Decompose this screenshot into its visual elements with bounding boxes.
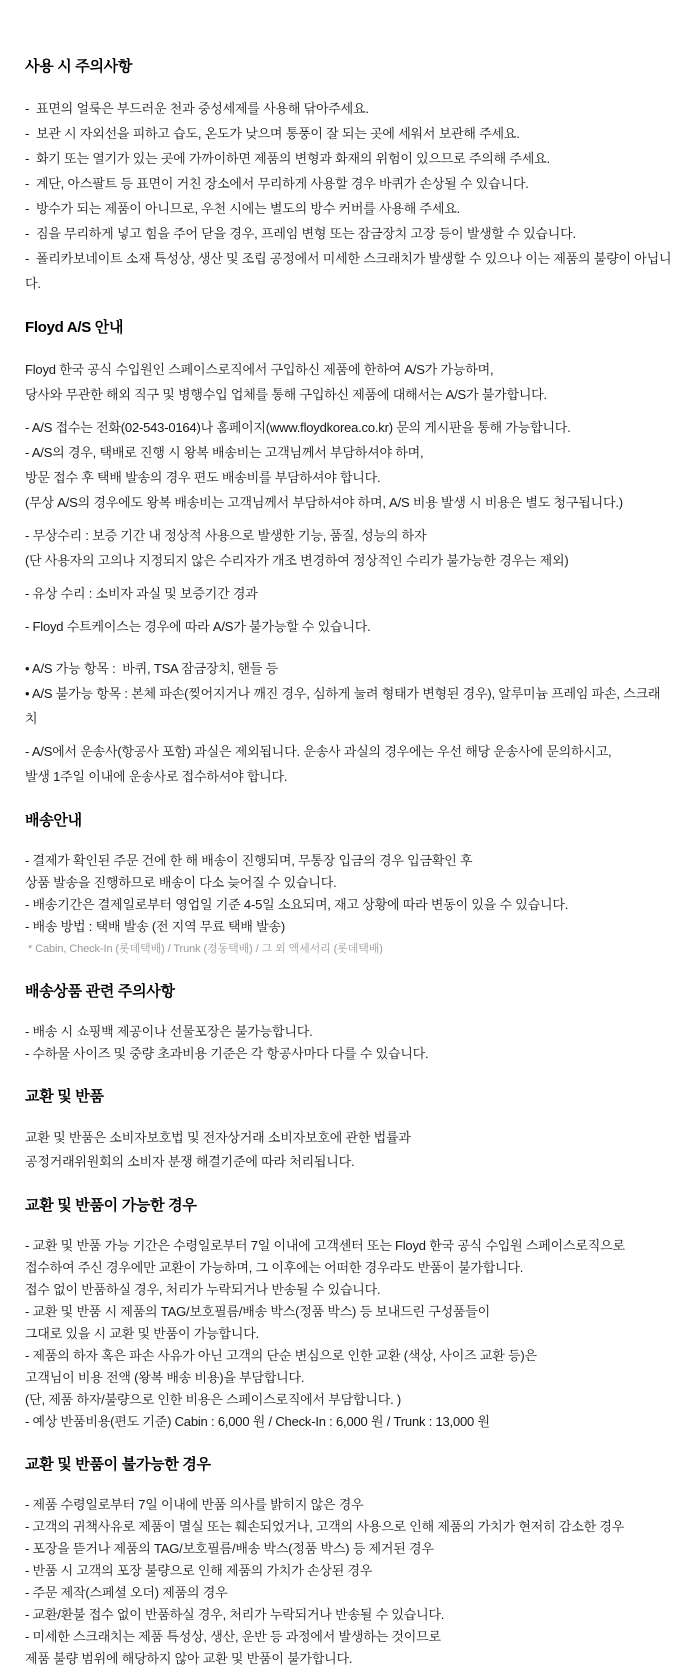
section-exchange-impossible (25, 1456, 672, 1670)
section-heading-as-guide: Floyd A/S 안내 (25, 319, 124, 336)
exchange-impossible-line: 제품 불량 범위에 해당하지 않아 교환 및 반품이 불가합니다. (25, 1651, 353, 1666)
section-shipping-guide (25, 812, 672, 960)
as-guide-line: - Floyd 수트케이스는 경우에 따라 A/S가 불가능할 수 있습니다. (25, 619, 371, 634)
usage-precaution-line: - 화기 또는 열기가 있는 곳에 가까이하면 제품의 변형과 화재의 위험이 있으므로 주의해 주세요. (25, 151, 550, 166)
as-guide-line: (무상 A/S의 경우에도 왕복 배송비는 고객님께서 부담하셔야 하며, A/S 비용 발생 시 비용은 별도 청구됩니다.) (25, 495, 623, 510)
as-guide-line: 당사와 무관한 해외 직구 및 병행수입 업체를 통해 구입하신 제품에 대해서는 A/S가 불가합니다. (25, 387, 547, 402)
section-usage-precautions (25, 58, 672, 296)
as-guide-carrier (25, 739, 672, 789)
as-guide-items (25, 656, 672, 731)
as-guide-line: (단 사용자의 고의나 지정되지 않은 수리자가 개조 변경하여 정상적인 수리가 불가능한 경우는 제외) (25, 553, 569, 568)
exchange-possible-line: - 교환 및 반품 시 제품의 TAG/보호필름/배송 박스(정품 박스) 등 보내드린 구성품들이 (25, 1304, 490, 1319)
exchange-possible-line: - 제품의 하자 혹은 파손 사유가 아닌 고객의 단순 변심으로 인한 교환 (색상, 사이즈 교환 등)은 (25, 1348, 537, 1363)
exchange-return-line: 교환 및 반품은 소비자보호법 및 전자상거래 소비자보호에 관한 법률과 (25, 1130, 411, 1145)
as-guide-intro (25, 357, 672, 407)
section-heading-shipping-caution: 배송상품 관련 주의사항 (25, 983, 175, 1000)
exchange-possible-line: 접수하여 주신 경우에만 교환이 가능하며, 그 이후에는 어떠한 경우라도 반품이 불가합니다. (25, 1260, 524, 1275)
exchange-possible-line: (단, 제품 하자/불량으로 인한 비용은 스페이스로직에서 부담합니다. ) (25, 1392, 402, 1407)
as-guide-line: - A/S에서 운송사(항공사 포함) 과실은 제외됩니다. 운송사 과실의 경우에는 우선 해당 운송사에 문의하시고, (25, 744, 612, 759)
as-guide-line: Floyd 한국 공식 수입원인 스페이스로직에서 구입하신 제품에 한하여 A/S가 가능하며, (25, 362, 494, 377)
as-guide-line: - A/S의 경우, 택배로 진행 시 왕복 배송비는 고객님께서 부담하셔야 하며, (25, 445, 424, 460)
shipping-guide-line: - 배송기간은 결제일로부터 영업일 기준 4-5일 소요되며, 재고 상황에 따라 변동이 있을 수 있습니다. (25, 897, 569, 912)
usage-precaution-line: - 방수가 되는 제품이 아니므로, 우천 시에는 별도의 방수 커버를 사용해 주세요. (25, 201, 460, 216)
shipping-guide-line: 상품 발송을 진행하므로 배송이 다소 늦어질 수 있습니다. (25, 875, 337, 890)
as-guide-reception (25, 415, 672, 515)
as-guide-line: - 유상 수리 : 소비자 과실 및 보증기간 경과 (25, 586, 258, 601)
exchange-impossible-line: - 미세한 스크래치는 제품 특성상, 생산, 운반 등 과정에서 발생하는 것이므로 (25, 1629, 441, 1644)
section-heading-exchange-possible: 교환 및 반품이 가능한 경우 (25, 1197, 197, 1214)
usage-precaution-line: - 보관 시 자외선을 피하고 습도, 온도가 낮으며 통풍이 잘 되는 곳에 세워서 보관해 주세요. (25, 126, 520, 141)
section-exchange-possible (25, 1197, 672, 1433)
usage-precaution-line: - 표면의 얼룩은 부드러운 천과 중성세제를 사용해 닦아주세요. (25, 101, 369, 116)
exchange-impossible-line: - 제품 수령일로부터 7일 이내에 반품 의사를 밝히지 않은 경우 (25, 1497, 364, 1512)
exchange-possible-line: - 교환 및 반품 가능 기간은 수령일로부터 7일 이내에 고객센터 또는 Floyd 한국 공식 수입원 스페이스로직으로 (25, 1238, 625, 1253)
as-guide-paid-repair (25, 581, 672, 606)
as-guide-bullet-line: • A/S 불가능 항목 : 본체 파손(찢어지거나 깨진 경우, 심하게 눌려 형태가 변형된 경우), 알루미늄 프레임 파손, 스크래치 (25, 686, 661, 726)
exchange-possible-line: 접수 없이 반품하실 경우, 처리가 누락되거나 반송될 수 있습니다. (25, 1282, 381, 1297)
exchange-impossible-line: - 반품 시 고객의 포장 불량으로 인해 제품의 가치가 손상된 경우 (25, 1563, 373, 1578)
exchange-impossible-line: - 고객의 귀책사유로 제품이 멸실 또는 훼손되었거나, 고객의 사용으로 인해 제품의 가치가 현저히 감소한 경우 (25, 1519, 625, 1534)
shipping-guide-line: - 배송 방법 : 택배 발송 (전 지역 무료 택배 발송) (25, 919, 286, 934)
as-guide-suitcase (25, 614, 672, 639)
exchange-return-line: 공정거래위원회의 소비자 분쟁 해결기준에 따라 처리됩니다. (25, 1154, 355, 1169)
section-shipping-caution (25, 983, 672, 1065)
exchange-impossible-line: - 교환/환불 접수 없이 반품하실 경우, 처리가 누락되거나 반송될 수 있습니다. (25, 1607, 445, 1622)
as-guide-line: - A/S 접수는 전화(02-543-0164)나 홈페이지(www.floydkorea.co.kr) 문의 게시판을 통해 가능합니다. (25, 420, 571, 435)
exchange-possible-line: 고객님이 비용 전액 (왕복 배송 비용)을 부담합니다. (25, 1370, 305, 1385)
usage-precaution-line: - 폴리카보네이트 소재 특성상, 생산 및 조립 공정에서 미세한 스크래치가 발생할 수 있으나 이는 제품의 불량이 아닙니다. (25, 251, 672, 291)
as-guide-bullet-line: • A/S 가능 항목 : 바퀴, TSA 잠금장치, 핸들 등 (25, 661, 278, 676)
section-heading-usage-precautions: 사용 시 주의사항 (25, 58, 133, 75)
exchange-impossible-line: - 포장을 뜯거나 제품의 TAG/보호필름/배송 박스(정품 박스) 등 제거된 경우 (25, 1541, 434, 1556)
as-guide-free-repair (25, 523, 672, 573)
section-heading-exchange-return: 교환 및 반품 (25, 1088, 104, 1105)
usage-precaution-line: - 계단, 아스팔트 등 표면이 거친 장소에서 무리하게 사용할 경우 바퀴가 손상될 수 있습니다. (25, 176, 529, 191)
as-guide-line: - 무상수리 : 보증 기간 내 정상적 사용으로 발생한 기능, 품질, 성능의 하자 (25, 528, 427, 543)
section-heading-shipping-guide: 배송안내 (25, 812, 82, 829)
usage-precaution-line: - 짐을 무리하게 넣고 힘을 주어 닫을 경우, 프레임 변형 또는 잠금장치 고장 등이 발생할 수 있습니다. (25, 226, 576, 241)
section-as-guide (25, 319, 672, 789)
shipping-caution-line: - 배송 시 쇼핑백 제공이나 선물포장은 불가능합니다. (25, 1024, 313, 1039)
shipping-guide-line: - 결제가 확인된 주문 건에 한 해 배송이 진행되며, 무통장 입금의 경우 입금확인 후 (25, 853, 473, 868)
section-exchange-return (25, 1088, 672, 1174)
section-heading-exchange-impossible: 교환 및 반품이 불가능한 경우 (25, 1456, 211, 1473)
as-guide-line: 발생 1주일 이내에 운송사로 접수하셔야 합니다. (25, 769, 288, 784)
exchange-impossible-line: - 주문 제작(스페셜 오더) 제품의 경우 (25, 1585, 228, 1600)
exchange-possible-line: 그대로 있을 시 교환 및 반품이 가능합니다. (25, 1326, 259, 1341)
shipping-carrier-note: * Cabin, Check-In (롯데택배) / Trunk (경동택배) / 그 외 액세서리 (롯데택배) (25, 943, 383, 955)
as-guide-line: 방문 접수 후 택배 발송의 경우 편도 배송비를 부담하셔야 합니다. (25, 470, 381, 485)
exchange-possible-line: - 예상 반품비용(편도 기준) Cabin : 6,000 원 / Check-In : 6,000 원 / Trunk : 13,000 원 (25, 1414, 490, 1429)
shipping-caution-line: - 수하물 사이즈 및 중량 초과비용 기준은 각 항공사마다 다를 수 있습니다. (25, 1046, 429, 1061)
